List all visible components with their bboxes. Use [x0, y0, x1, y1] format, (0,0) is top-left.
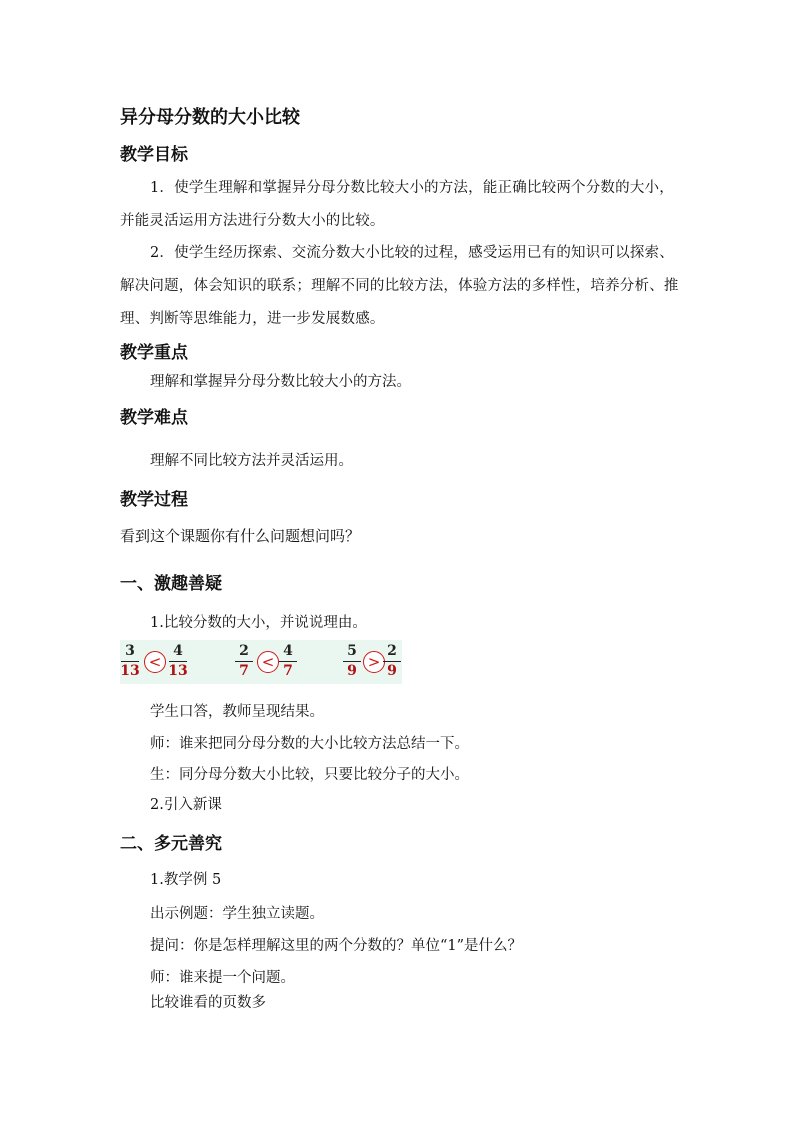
- denominator: 7: [239, 663, 249, 679]
- fraction-bar: [383, 661, 401, 662]
- fraction-bar: [169, 661, 187, 662]
- fraction-comparison-strip: [120, 640, 402, 684]
- key-text: 理解和掌握异分母分数比较大小的方法。: [150, 374, 411, 390]
- fraction-bar: [235, 661, 253, 662]
- student-line-1: 生：同分母分数大小比较，只要比较分子的大小。: [150, 767, 469, 783]
- numerator: 4: [283, 643, 293, 659]
- denominator: 13: [120, 663, 140, 679]
- difficulty-heading: 教学难点: [120, 408, 188, 428]
- numerator: 4: [173, 643, 183, 659]
- page-title: 异分母分数的大小比较: [120, 107, 300, 128]
- denominator: 7: [283, 663, 293, 679]
- part2-item-1: 1.教学例 5: [150, 872, 222, 888]
- compare-pages-line: 比较谁看的页数多: [150, 995, 266, 1011]
- denominator: 13: [168, 663, 188, 679]
- greater-than-sign-icon: >: [363, 651, 385, 673]
- goals-heading: 教学目标: [120, 145, 188, 165]
- less-than-sign-icon: <: [144, 651, 166, 673]
- show-example: 出示例题：学生独立读题。: [150, 906, 324, 922]
- intro-question: 看到这个课题你有什么问题想问吗？: [120, 527, 361, 545]
- goal-1-paragraph: 1．使学生理解和掌握异分母分数比较大小的方法，能正确比较两个分数的大小，并能灵活运用方法进行分数大小的比较。: [120, 180, 674, 229]
- difficulty-text: 理解不同比较方法并灵活运用。: [150, 453, 353, 469]
- part1-item-1: 1.比较分数的大小，并说说理由。: [150, 615, 367, 631]
- fraction-bar: [121, 661, 139, 662]
- numerator: 2: [239, 643, 249, 659]
- part1-heading: 一、激趣善疑: [120, 574, 222, 594]
- teacher-line-1: 师：谁来把同分母分数的大小比较方法总结一下。: [150, 736, 469, 752]
- numerator: 3: [125, 643, 135, 659]
- numerator: 5: [347, 643, 357, 659]
- process-heading: 教学过程: [120, 490, 188, 510]
- goal-2-paragraph: 2．使学生经历探索、交流分数大小比较的过程，感受运用已有的知识可以探索、解决问题，体会知识的联系；理解不同的比较方法，体验方法的多样性，培养分析、推理、判断等思维能力，进一步发展数感。: [120, 245, 679, 327]
- less-than-sign-icon: <: [257, 651, 279, 673]
- fraction-bar: [343, 661, 361, 662]
- numerator: 2: [387, 643, 397, 659]
- student-answer: 学生口答，教师呈现结果。: [150, 704, 324, 720]
- denominator: 9: [387, 663, 397, 679]
- teacher-line-2: 师：谁来提一个问题。: [150, 970, 295, 986]
- question-line: 提问：你是怎样理解这里的两个分数的？单位“1”是什么？: [150, 938, 523, 954]
- key-heading: 教学重点: [120, 343, 188, 363]
- fraction-bar: [279, 661, 297, 662]
- part2-heading: 二、多元善究: [120, 834, 222, 854]
- part1-item-2: 2.引入新课: [150, 797, 222, 813]
- denominator: 9: [347, 663, 357, 679]
